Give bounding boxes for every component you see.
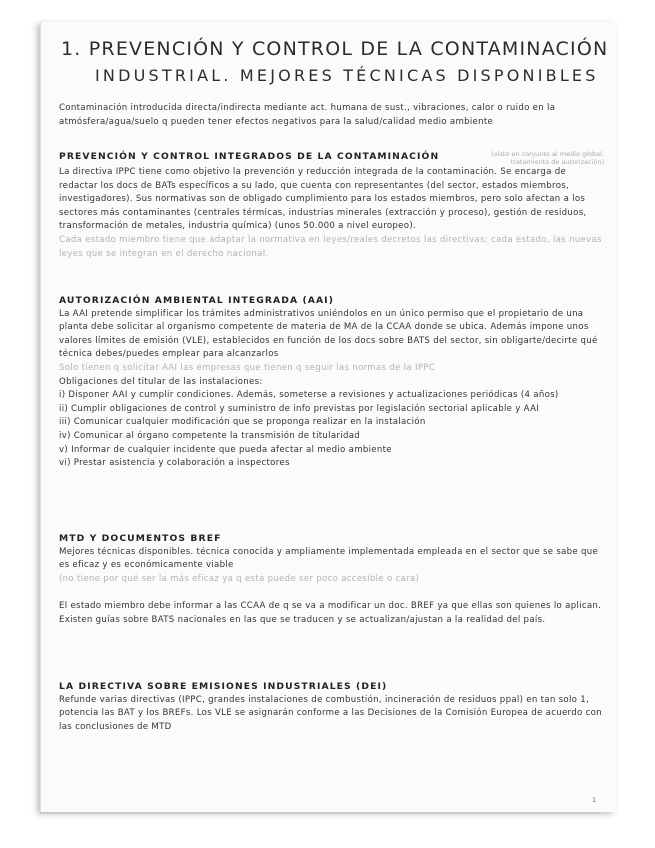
obligations-title: Obligaciones del titular de las instalaciones: [59,376,263,387]
list-item: ii) Cumplir obligaciones de control y suministro de info previstas por legislación sectorial aplicable y AAI [59,403,540,414]
section-dei [59,680,604,734]
page-edge [40,812,600,814]
section-ippc [59,150,604,261]
list-item: i) Disponer AAI y cumplir condiciones. Además, someterse a revisiones y actualizaciones periódicas (4 años) [59,390,559,401]
section-body: El estado miembro debe informar a las CCAA de q se va a modificar un doc. BREF ya que ellas son quienes lo aplican. Existen guías sobre BATS nacionales en las que se traducen y se actualizan/ajustan a la realidad del país. [59,601,602,625]
page-number: 1 [592,797,596,804]
section-heading [59,532,604,546]
section-body: Mejores técnicas disponibles. técnica conocida y ampliamente implementada empleada en el sector que se sabe que es eficaz y es económicamente viable [59,546,599,571]
intro-paragraph [59,102,604,129]
section-mtd [59,532,604,628]
notebook-page [40,22,616,812]
section-heading-text: LA DIRECTIVA SOBRE EMISIONES INDUSTRIALES (DEI) [59,681,388,692]
faint-note: Cada estado miembro tiene que adaptar la normativa en leyes/reales decretos las directivas; cada estado, las nuevas leyes que se integran en el derecho nacional. [59,234,602,259]
section-heading-text: AUTORIZACIÓN AMBIENTAL INTEGRADA (AAI) [59,295,334,306]
section-heading [59,150,604,166]
page-title: 1. PREVENCIÓN Y CONTROL DE LA CONTAMINACIÓN [61,38,609,60]
section-heading [59,294,604,308]
section-body: Refunde varias directivas (IPPC, grandes instalaciones de combustión, incineración de residuos ppal) en tan solo 1, potencia las BAT y los BREFs. Los VLE se asignarán conforme a las Decisiones de la Comisión Europea de acuerdo con las conclusiones de MTD [59,694,602,732]
section-heading-text: PREVENCIÓN Y CONTROL INTEGRADOS DE LA CONTAMINACIÓN [59,151,440,162]
section-body: La directiva IPPC tiene como objetivo la prevención y reducción integrada de la contaminación. Se encarga de redactar los docs de BATs específicos a su lado, que cuenta con representantes (del sector, estados miembros, investigadores). Sus normativas son de obligado cumplimiento para los estados miembros, pero solo afectan a los sectores más contaminantes (centrales térmicas, industrias minerales (extracción y proceso), gestión de residuos, transformación de metales, industria química) (unos 50.000 a nivel europeo). [59,167,587,232]
section-body: La AAI pretende simplificar los trámites administrativos uniéndolos en un único permiso que el propietario de una planta debe solicitar al organismo competente de materia de MA de la CCAA donde se ubica. Además impone unos valores límites de emisión (VLE), establecidos en función de los docs sobre BATS del sector, sin obligarte/decirte qué técnica debes/puedes emplear para alcanzarlos [59,308,598,360]
page-subtitle: INDUSTRIAL. MEJORES TÉCNICAS DISPONIBLES [95,66,599,85]
faint-note: (no tiene por qué ser la más eficaz ya q esta puede ser poco accesible o cara) [59,573,420,584]
intro-text: Contaminación introducida directa/indirecta mediante act. humana de sust., vibraciones, calor o ruido en la atmósfera/agua/suelo q pueden tener efectos negativos para la salud/calidad medio ambiente [59,103,556,127]
section-aai [59,294,604,471]
list-item: v) Informar de cualquier incidente que pueda afectar al medio ambiente [59,444,392,455]
section-heading [59,680,604,694]
list-item: vi) Prestar asistencia y colaboración a inspectores [59,458,290,469]
list-item: iv) Comunicar al órgano competente la transmisión de titularidad [59,430,361,441]
section-heading-text: MTD Y DOCUMENTOS BREF [59,533,222,544]
faint-note: Solo tienen q solicitar AAI las empresas que tienen q seguir las normas de la IPPC [59,362,436,373]
side-note: (visto en conjunto al medio global, tratamiento de autorización) [491,150,604,166]
list-item: iii) Comunicar cualquier modificación que se proponga realizar en la instalación [59,417,426,428]
